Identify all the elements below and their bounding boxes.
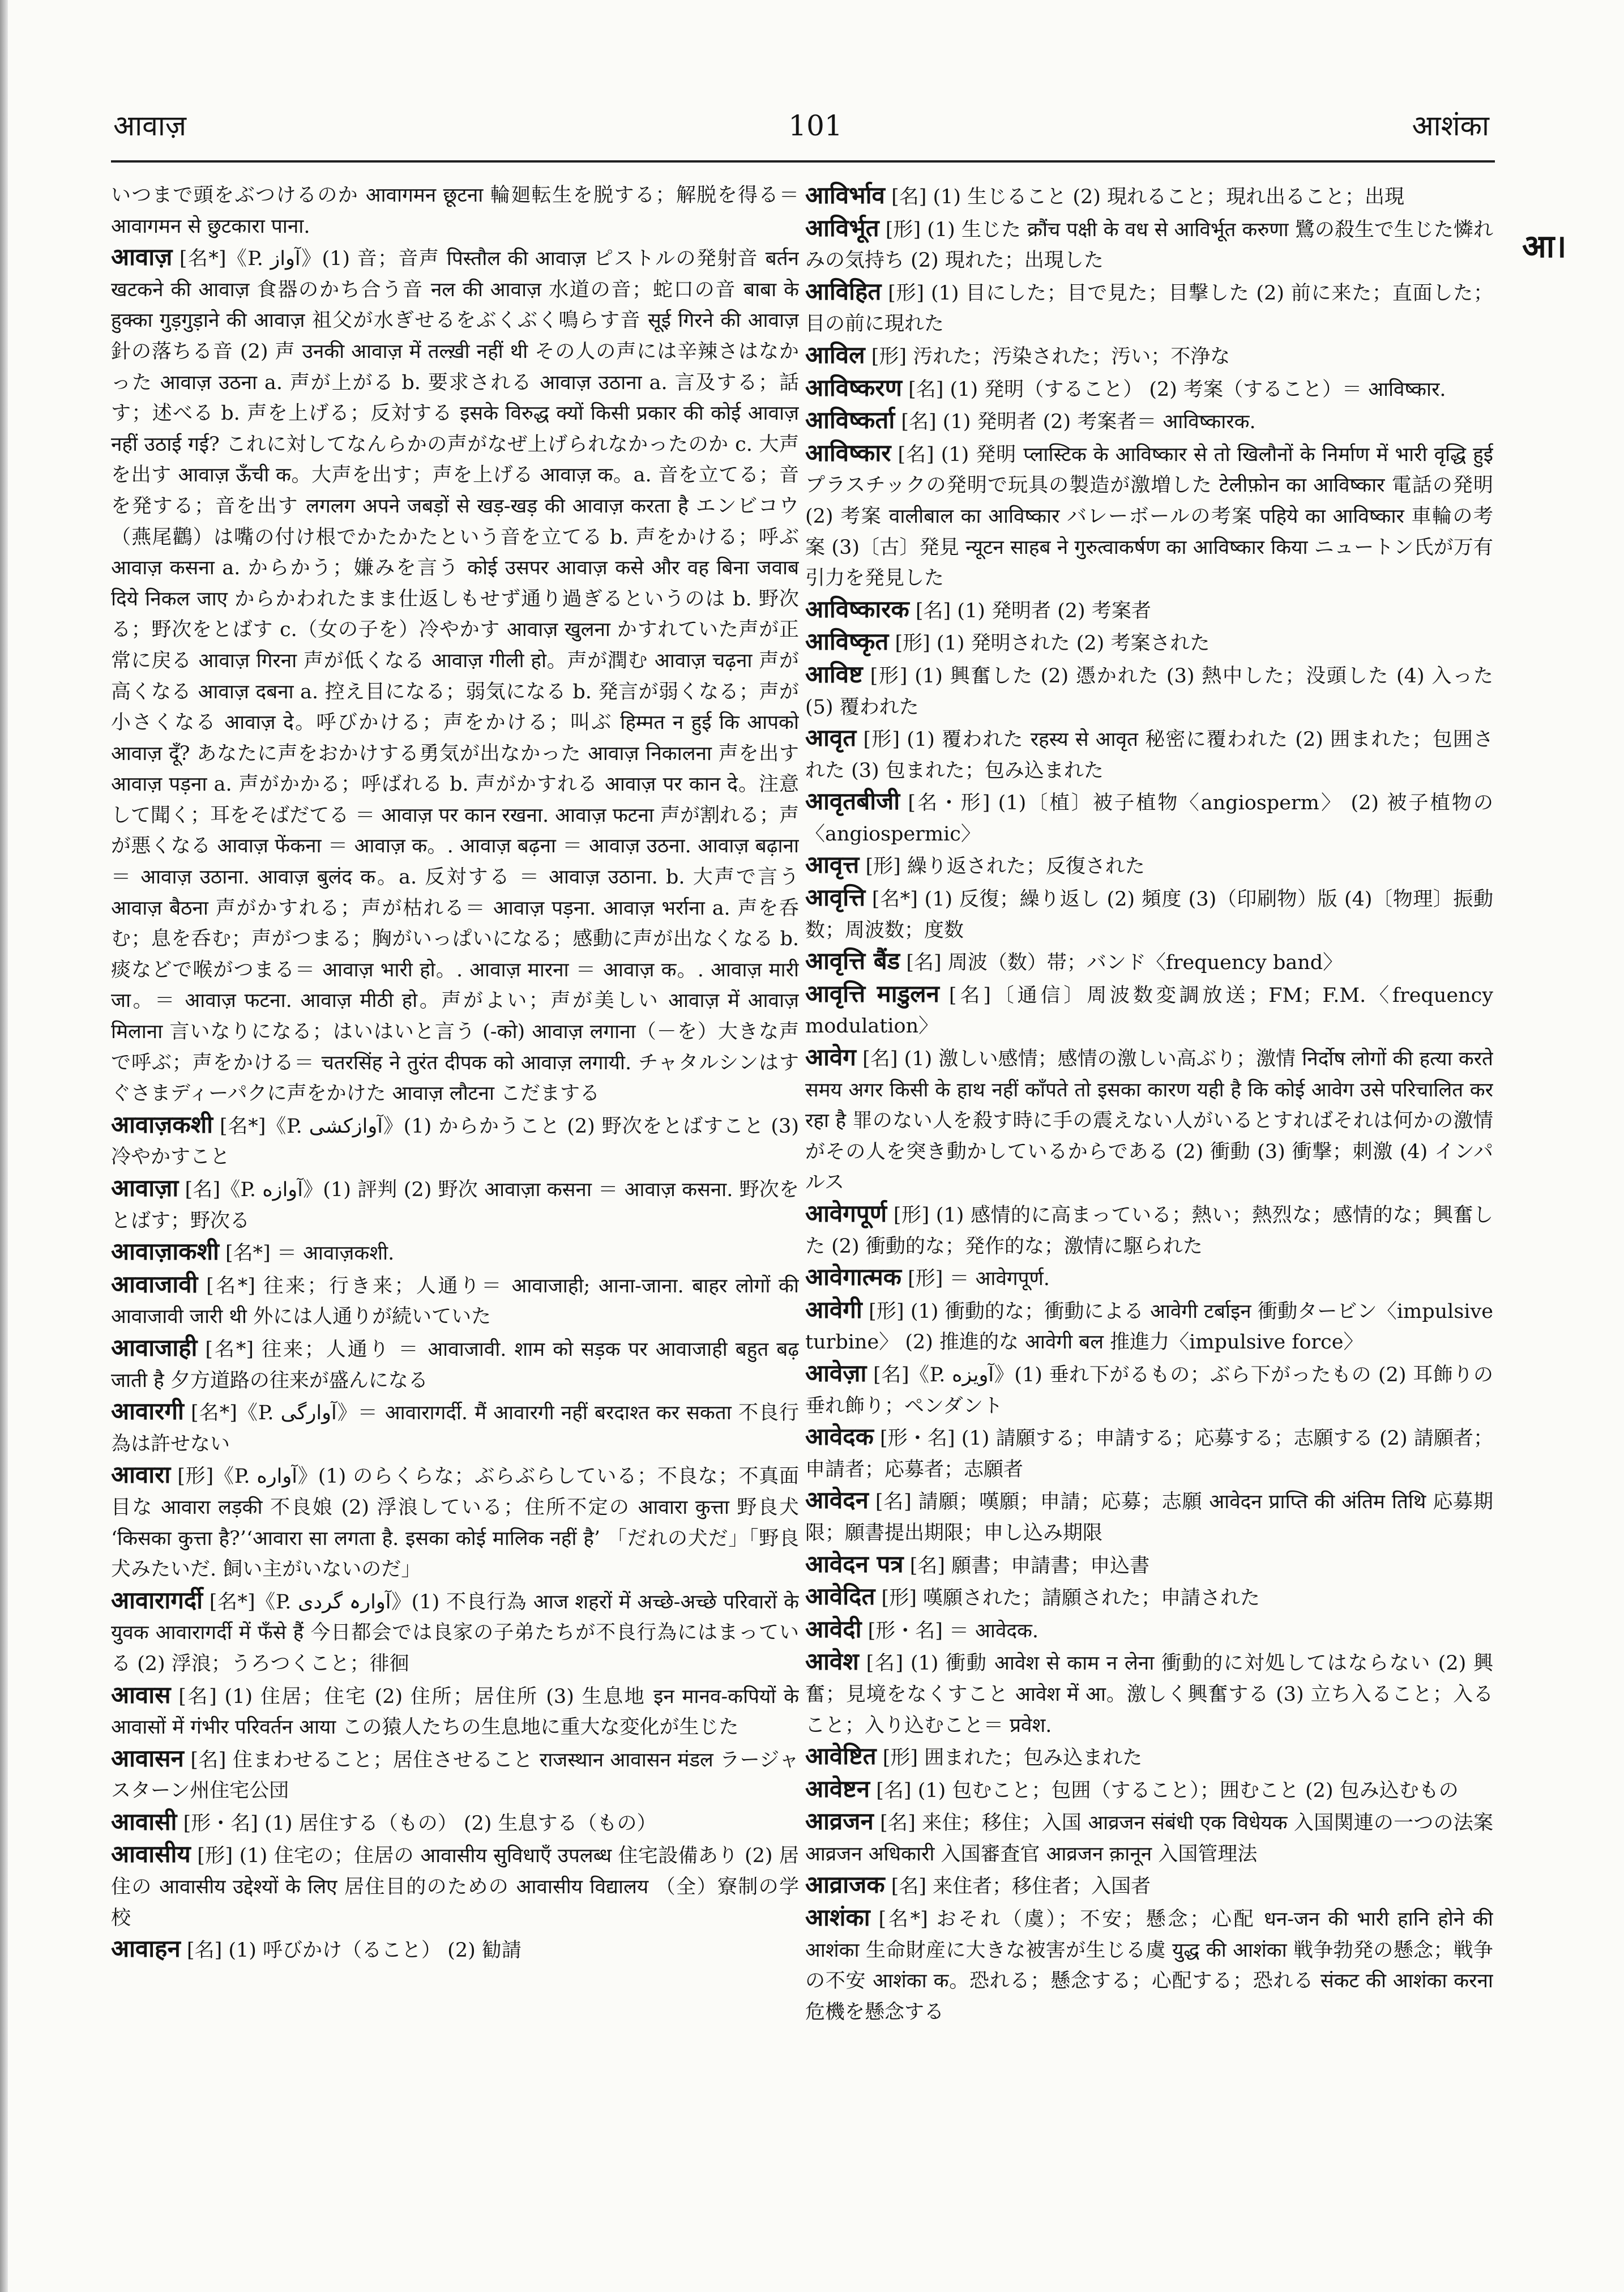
entry-headword: आवाज़ाकशी [111, 1237, 219, 1266]
entry-headword: आवारगी [111, 1397, 184, 1425]
entry-headword: आविष्करण [805, 373, 902, 402]
entry-headword: आवासन [111, 1744, 184, 1772]
dictionary-entry [111, 1173, 799, 1236]
entry-definition: [名*]《P. آوارہ گردی》(1) 不良行為 आज शहरों में अच्छे-अच्छे परिवारों के युवक आवारागर्दी में फँसे हैं 今日都会では良家の子弟たちが不良行為にはまっている (2) 浮浪；うろつくこと；徘徊 [111, 1590, 799, 1675]
dictionary-entry [805, 1646, 1493, 1741]
dictionary-entry [805, 1741, 1493, 1774]
dictionary-entry [805, 1774, 1493, 1807]
entry-definition: [形] (1) 目にした；目で見た；目撃した (2) 前に来た；直面した；目の前に現れた [805, 281, 1493, 336]
dictionary-entry [805, 405, 1493, 438]
dictionary-entry [805, 1902, 1493, 2028]
entry-headword: आवृत्ति बैंड [805, 947, 900, 975]
header-rule [111, 160, 1495, 163]
dictionary-entry [111, 242, 799, 1109]
dictionary-entry [805, 276, 1493, 340]
entry-definition: [名*] 往来；行き来；人通り＝ आवाजाही; आना-जाना. बाहर लोगों की आवाजावी जारी थी 外には人通りが続いていた [111, 1274, 799, 1329]
entry-definition: [名*]《P. آوازکشی》(1) からかうこと (2) 野次をとばすこと (3) 冷やかすこと [111, 1115, 799, 1169]
entry-definition: [形] ＝ आवेगपूर्ण. [908, 1267, 1050, 1291]
entry-headword: आविर्भाव [805, 181, 885, 209]
dictionary-entry [805, 979, 1493, 1042]
header-left-guide-word: आवाज़ [113, 109, 186, 142]
dictionary-entry [805, 850, 1493, 882]
entry-definition: [名*] 往来；人通り ＝ आवाजावी. शाम को सड़क पर आवाजाही बहुत बढ़ जाती है 夕方道路の往来が盛んになる [111, 1338, 799, 1392]
entry-definition: [名] (1) 発明 प्लास्टिक के आविष्कार से तो खिलौनों के निर्माण में भारी वृद्धि हुई プラスチックの発明で玩具の製造が激増した टेलीफ़ोन का आविष्कार 電話の発明 (2) 考案 वालीबाल का आविष्कार バレーボールの考案 पहिये का आविष्कार 車輪の考案 (3)〔古〕発見 न्यूटन साहब ने गुरुत्वाकर्षण का आविष्कार किया ニュートン氏が万有引力を発見した [805, 443, 1493, 590]
entry-headword: आवेग [805, 1043, 856, 1072]
entry-headword: आविष्कार [805, 438, 891, 467]
dictionary-entry [805, 882, 1493, 946]
entry-headword: आवेदन [805, 1486, 869, 1514]
dictionary-entry [111, 1396, 799, 1459]
entry-headword: आव्रजन [805, 1807, 874, 1836]
entry-definition: [名] (1) 発明者 (2) 考案者＝ आविष्कारक. [901, 411, 1256, 434]
right-column [805, 180, 1493, 2242]
entry-headword: आवेदक [805, 1423, 874, 1451]
entry-headword: आवासीय [111, 1840, 191, 1868]
entry-headword: आवेगी [805, 1295, 862, 1324]
dictionary-entry [805, 1806, 1493, 1870]
entry-definition: [名*] おそれ（虞）；不安；懸念；心配 धन-जन की भारी हानि होने की आशंका 生命財産に大きな被害が生じる虞 युद्ध की आशंका 戦争勃発の懸念；戦争の不安 आशंका क。恐れる；懸念する；心配する；恐れる संकट की आशंका करना 危機を懸念する [805, 1908, 1493, 2024]
entry-definition: [名*]《P. آوارگی》＝ आवारागर्दी. मैं आवारगी नहीं बरदाश्त कर सकता 不良行為は許せない [111, 1402, 799, 1456]
entry-headword: आविष्कर्ता [805, 406, 895, 434]
dictionary-entry [805, 1358, 1493, 1422]
entry-definition: [名] (1) 衝動 आवेश से काम न लेना 衝動的に対処してはならない (2) 興奮；見境をなくすこと आवेश में आ。激しく興奮する (3) 立ち入ること；入ること；入り込むこと＝ प्रवेश. [805, 1652, 1493, 1737]
entry-headword: आवाजाही [111, 1333, 198, 1361]
entry-headword: आवृतबीजी [805, 787, 900, 816]
entry-definition: [形]《P. آواره》(1) のらくらな；ぶらぶらしている；不良な；不真面目な आवारा लड़की 不良娘 (2) 浮浪している；住所不定の आवारा कुत्ता 野良犬 ‘किसका कुत्ता है?’‘आवारा सा लगता है. इसका कोई मालिक नहीं है’ 「だれの犬だ」「野良犬みたいだ. 飼い主がいないのだ」 [111, 1465, 799, 1581]
entry-definition: [名] 住まわせること；居住させること राजस्थान आवासन मंडल ラージャスターン州住宅公団 [111, 1748, 799, 1803]
left-column [111, 180, 799, 2242]
dictionary-entry [805, 1870, 1493, 1902]
page-edge-shadow [0, 0, 8, 2292]
dictionary-entry [805, 1198, 1493, 1262]
entry-headword: आवाज़ [111, 243, 173, 271]
entry-headword: आवारागर्दी [111, 1586, 203, 1614]
dictionary-entry [111, 1459, 799, 1585]
dictionary-entry [111, 180, 799, 242]
entry-definition: [名] 願書；申請書；申込書 [909, 1554, 1150, 1577]
dictionary-entry [805, 373, 1493, 406]
entry-headword: आवासी [111, 1807, 177, 1836]
entry-definition: [形] (1) 興奮した (2) 憑かれた (3) 熱中した；没頭した (4) 入った (5) 覆われた [805, 664, 1493, 719]
entry-definition: いつまで頭をぶつけるのか आवागमन छूटना 輪廻転生を脱する；解脱を得る＝ आवागमन से छुटकारा पाना. [111, 184, 799, 238]
dictionary-entry [111, 1585, 799, 1680]
entry-headword: आवाजावी [111, 1270, 198, 1298]
dictionary-entry [805, 1042, 1493, 1198]
entry-headword: आविष्कारक [805, 595, 909, 623]
dictionary-entry [111, 1839, 799, 1934]
entry-definition: [形・名] ＝ आवेदक. [867, 1619, 1038, 1642]
entry-definition: [形・名] (1) 居住する（もの） (2) 生息する（もの） [183, 1812, 657, 1835]
entry-headword: आविष्कृत [805, 628, 889, 656]
entry-headword: आवेदित [805, 1582, 875, 1611]
dictionary-entry [805, 594, 1493, 627]
entry-headword: आवाहन [111, 1935, 181, 1963]
entry-definition: [名]《P. آویزه》(1) 垂れ下がるもの；ぶら下がったもの (2) 耳飾りの垂れ飾り；ペンダント [805, 1363, 1493, 1418]
dictionary-entry [805, 1262, 1493, 1295]
entry-definition: [名*]《P. آواز》(1) 音；音声 पिस्तौल की आवाज़ ピストルの発射音 बर्तन खटकने की आवाज़ 食器のかち合う音 नल की आवाज़ 水道の音；蛇口の音 बाबा के हुक्का गुड़गुड़ाने की आवाज़ 祖父が水ぎせるをぶくぶく鳴らす音 सूई गिरने की आवाज़ 針の落ちる音 (2) 声 उनकी आवाज़ में तल्ख़ी नहीं थी その人の声には辛辣さはなかった आवाज़ उठना a. 声が上がる b. 要求される आवाज़ उठाना a. 言及する；話す；述べる b. 声を上げる；反対する इसके विरुद्ध क्यों किसी प्रकार की कोई आवाज़ नहीं उठाई गई? これに対してなんらかの声がなぜ上げられなかったのか c. 大声を出す आवाज़ ऊँची क。大声を出す；声を上げる आवाज़ क。a. 音を立てる；音を発する；音を出す लगलग अपने जबड़ों से खड़-खड़ की आवाज़ करता है エンビコウ（燕尾鸛）は嘴の付け根でかたかたという音を立てる b. 声をかける；呼ぶ आवाज़ कसना a. からかう；嫌みを言う कोई उसपर आवाज़ कसे और वह बिना जवाब दिये निकल जाए からかわれたまま仕返しもせず通り過ぎるというのは b. 野次る；野次をとばす c.（女の子を）冷やかす आवाज़ खुलना かすれていた声が正常に戻る आवाज़ गिरना 声が低くなる आवाज़ गीली हो。声が潤む आवाज़ चढ़ना 声が高くなる आवाज़ दबना a. 控え目になる；弱気になる b. 発言が弱くなる；声が小さくなる आवाज़ दे。呼びかける；声をかける；叫ぶ हिम्मत न हुई कि आपको आवाज़ दूँ? あなたに声をおかけする勇気が出なかった आवाज़ निकालना 声を出す आवाज़ पड़ना a. 声がかかる；呼ばれる b. 声がかすれる आवाज़ पर कान दे。注意して聞く；耳をそばだてる ＝ आवाज़ पर कान रखना. आवाज़ फटना 声が割れる；声が悪くなる आवाज़ फेंकना ＝ आवाज़ क。. आवाज़ बढ़ना ＝ आवाज़ उठना. आवाज़ बढ़ाना ＝ आवाज़ उठाना. आवाज़ बुलंद क。a. 反対する ＝ आवाज़ उठाना. b. 大声で言う आवाज़ बैठना 声がかすれる；声が枯れる＝ आवाज़ पड़ना. आवाज़ भर्राना a. 声を呑む；息を呑む；声がつまる；胸がいっぱいになる；感動に声が出なくなる b. 痰などで喉がつまる＝ आवाज़ भारी हो。. आवाज़ मारना ＝ आवाज़ क。. आवाज़ मारी जा。＝ आवाज़ फटना. आवाज़ मीठी हो。声がよい；声が美しい आवाज़ में आवाज़ मिलाना 言いなりになる；はいはいと言う (-को) आवाज़ लगाना（－を）大きな声で呼ぶ；声をかける＝ चतरसिंह ने तुरंत दीपक को आवाज़ लगायी. チャタルシンはすぐさまディーパクに声をかけた आवाज़ लौटना こだまする [111, 247, 799, 1106]
entry-headword: आवेगपूर्ण [805, 1200, 887, 1227]
entry-headword: आविहित [805, 277, 882, 305]
dictionary-entry [805, 180, 1493, 213]
entry-definition: [名] 請願；嘆願；申請；応募；志願 आवेदन प्राप्ति की अंतिम तिथि 応募期限；願書提出期限；申し込み期限 [805, 1491, 1493, 1544]
entry-headword: आवेदी [805, 1615, 862, 1643]
entry-headword: आवेष्टन [805, 1774, 870, 1803]
entry-definition: [名]〔通信〕周波数変調放送；FM；F.M.〈frequency modulation〉 [805, 984, 1493, 1038]
entry-headword: आविष्ट [805, 660, 863, 688]
dictionary-entry [111, 1743, 799, 1807]
page-number: 101 [788, 109, 843, 142]
dictionary-entry [111, 1680, 799, 1743]
entry-definition: [名*] ＝ आवाज़कशी. [225, 1242, 395, 1265]
entry-definition: [名] 来住；移住；入国 आव्रजन संबंधी एक विधेयक 入国関連の一つの法案 आव्रजन अधिकारी 入国審査官 आव्रजन क़ानून 入国管理法 [805, 1812, 1493, 1866]
entry-definition: [名] (1) 包むこと；包囲（すること）；囲むこと (2) 包み込むもの [876, 1779, 1459, 1802]
dictionary-entry [805, 1295, 1493, 1358]
entry-headword: आविल [805, 340, 865, 369]
dictionary-entry [805, 626, 1493, 659]
entry-definition: [名] (1) 住居；住宅 (2) 住所；居住所 (3) 生息地 इन मानव-कपियों के आवासों में गंभीर परिवर्तन आया この猿人たちの生息地に重大な変化が生じた [111, 1685, 799, 1739]
entry-definition: [形] 囲まれた；包み込まれた [882, 1747, 1143, 1770]
dictionary-entry [805, 1614, 1493, 1647]
dictionary-entry [805, 213, 1493, 276]
header-right-guide-word: आशंका [1412, 109, 1489, 142]
entry-headword: आवृत्त [805, 851, 860, 879]
entry-definition: [名] (1) 呼びかけ（ること） (2) 勧請 [186, 1939, 522, 1962]
dictionary-entry [111, 1236, 799, 1269]
dictionary-entry [805, 723, 1493, 786]
entry-definition: [名] (1) 生じること (2) 現れること；現れ出ること；出現 [891, 186, 1405, 208]
entry-definition: [形] (1) 衝動的な；衝動による आवेगी टर्बाइन 衝動タービン〈impulsive turbine〉 (2) 推進的な आवेगी बल 推進力〈impulsive force〉 [805, 1300, 1493, 1354]
entry-definition: [形] (1) 住宅の；住居の आवासीय सुविधाएँ उपलब्ध 住宅設備あり (2) 居住の आवासीय उद्देश्यों के लिए 居住目的のための आवासीय विद्यालय （全）寮制の学校 [111, 1845, 799, 1930]
entry-headword: आशंका [805, 1903, 870, 1932]
entry-headword: आवृत [805, 724, 857, 752]
entry-definition: [形] 汚れた；汚染された；汚い；不浄な [871, 345, 1230, 368]
dictionary-entry [111, 1109, 799, 1173]
dictionary-entry [111, 1934, 799, 1966]
dictionary-entry [111, 1333, 799, 1396]
dictionary-entry [805, 946, 1493, 979]
entry-headword: आवृत्ति [805, 883, 866, 912]
dictionary-entry [805, 1485, 1493, 1548]
entry-definition: [名] 周波（数）帯；バンド〈frequency band〉 [906, 951, 1343, 975]
entry-definition: [名]《P. آوازه》(1) 評判 (2) 野次 आवाज़ा कसना ＝ आवाज़ कसना. 野次をとばす；野次る [111, 1179, 799, 1232]
entry-definition: [形] (1) 発明された (2) 考案された [895, 632, 1210, 655]
entry-definition: [形・名] (1) 請願する；申請する；応募する；志願する (2) 請願者；申請者；応募者；志願者 [805, 1427, 1493, 1481]
dictionary-entry [805, 786, 1493, 850]
entry-headword: आवेश [805, 1647, 859, 1676]
entry-headword: आवेष्टित [805, 1742, 877, 1770]
entry-headword: आवृत्ति माडुलन [805, 979, 939, 1008]
entry-headword: आविर्भूत [805, 214, 879, 242]
entry-definition: [形] (1) 生じた क्रौंच पक्षी के वध से आविर्भूत करुणा 鷺の殺生で生じた憐れみの気持ち (2) 現れた；出現した [805, 218, 1493, 272]
entry-definition: [形] (1) 覆われた रहस्य से आवृत 秘密に覆われた (2) 囲まれた；包囲された (3) 包まれた；包み込まれた [805, 728, 1493, 782]
entry-headword: आव्राजक [805, 1871, 885, 1899]
dictionary-entry [111, 1807, 799, 1839]
entry-headword: आवेदन पत्र [805, 1550, 904, 1578]
entry-definition: [形] (1) 感情的に高まっている；熱い；熱烈な；感情的な；興奮した (2) 衝動的な；発作的な；激情に駆られた [805, 1204, 1493, 1258]
dictionary-entry [111, 1269, 799, 1333]
entry-headword: आवेगात्मक [805, 1263, 901, 1291]
entry-definition: [名] (1) 発明（すること） (2) 考案（すること）＝ आविष्कार. [908, 378, 1446, 401]
entry-headword: आवेज़ा [805, 1359, 867, 1387]
entry-definition: [名] (1) 発明者 (2) 考案者 [915, 599, 1151, 622]
entry-definition: [名*] (1) 反復；繰り返し (2) 頻度 (3)（印刷物）版 (4)〔物理〕振動数；周波数；度数 [805, 888, 1493, 942]
dictionary-entry [805, 438, 1493, 594]
entry-definition: [名・形] (1)〔植〕被子植物〈angiosperm〉 (2) 被子植物の〈angiospermic〉 [805, 792, 1493, 846]
entry-definition: [形] 嘆願された；請願された；申請された [881, 1587, 1260, 1610]
entry-headword: आवास [111, 1680, 171, 1709]
dictionary-entry [805, 659, 1493, 723]
entry-headword: आवारा [111, 1461, 171, 1489]
dictionary-entry [805, 1549, 1493, 1582]
entry-definition: [名] (1) 激しい感情；感情の激しい高ぶり；激情 निर्दोष लोगों की हत्या करते समय अगर किसी के हाथ नहीं काँपते तो इसका कारण यही है कि कोई आवेग उसे परिचालित कर रहा है 罪のない人を殺す時に手の震えない人がいるとすればそれは何かの激情がその人を突き動かしているからである (2) 衝動 (3) 衝撃；刺激 (4) インパルス [805, 1048, 1493, 1194]
dictionary-entry [805, 340, 1493, 373]
dictionary-entry [805, 1422, 1493, 1485]
entry-definition: [形] 繰り返された；反復された [865, 855, 1145, 878]
entry-definition: [名] 来住者；移住者；入国者 [891, 1875, 1151, 1898]
entry-headword: आवाज़कशी [111, 1110, 213, 1138]
entry-headword: आवाज़ा [111, 1174, 179, 1202]
thumb-index-tab: आ। [1522, 228, 1567, 265]
dictionary-entry [805, 1581, 1493, 1614]
